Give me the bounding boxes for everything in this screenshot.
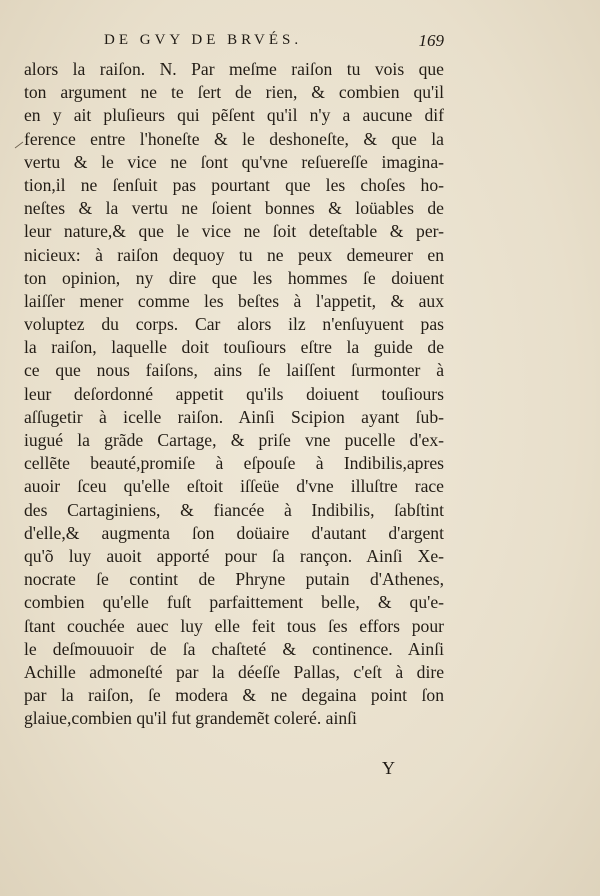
text-line: ce que nous faiſons, ains ſe laiſſent ſurmonter à xyxy=(24,360,444,381)
text-line: vertu & le vice ne ſont qu'vne reſuereſſe imagina- xyxy=(24,151,444,172)
text-line: leur nature,& que le vice ne ſoit deteſtable & per- xyxy=(24,221,444,242)
text-line: ference entre l'honeſte & le deshoneſte, & que la xyxy=(24,128,444,149)
margin-mark-icon xyxy=(14,140,24,150)
catchword: Y xyxy=(382,758,395,778)
text-line: leur deſordonné appetit qu'ils doiuent touſiours xyxy=(24,383,444,404)
text-line: Achille admoneſté par la déeſſe Pallas, c'eſt à dire xyxy=(24,661,444,682)
text-line: aſſugetir à icelle raiſon. Ainſi Scipion ayant ſub- xyxy=(24,406,444,427)
text-line: des Cartaginiens, & fiancée à Indibilis, ſabſtint xyxy=(24,499,444,520)
running-title: DE GVY DE BRVÉS. xyxy=(104,32,303,48)
text-line: le deſmouuoir de ſa chaſteté & continence. Ainſi xyxy=(24,638,444,659)
text-line: iugué la grãde Cartage, & priſe vne pucelle d'ex- xyxy=(24,430,444,450)
text-line: combien qu'elle fuſt parfaittement belle, & qu'e- xyxy=(24,592,444,613)
text-line: nocrate ſe contint de Phryne putain d'Athenes, xyxy=(24,569,444,590)
text-line: ton argument ne te ſert de rien, & combien qu'il xyxy=(24,82,444,103)
text-line: par la raiſon, ſe modera & ne degaina point ſon xyxy=(24,685,444,706)
text-line: cellẽte beauté,promiſe à eſpouſe à Indibilis,apres xyxy=(24,453,444,474)
text-line: tion,il ne ſenſuit pas pourtant que les choſes ho- xyxy=(24,174,444,195)
text-line: ton opinion, ny dire que les hommes ſe doiuent xyxy=(24,267,444,288)
page-number: 169 xyxy=(418,31,444,50)
text-line: la raiſon, laquelle doit touſiours eſtre la guide de xyxy=(24,337,444,358)
text-line: laiſſer mener comme les beſtes à l'appetit, & aux xyxy=(24,290,444,311)
text-line: neſtes & la vertu ne ſoient bonnes & loüables de xyxy=(24,198,444,219)
text-line: nicieux: à raiſon dequoy tu ne peux demeurer en xyxy=(24,244,444,265)
text-line: ſtant couchée auec luy elle feit tous ſes effors pour xyxy=(24,615,444,636)
text-line: glaiue,combien qu'il fut grandemẽt coleré. ainſi xyxy=(24,708,357,729)
text-line: en y ait pluſieurs qui pẽſent qu'il n'y a aucune dif xyxy=(24,105,444,126)
text-line: auoir ſceu qu'elle eſtoit iſſeüe d'vne illuſtre race xyxy=(24,476,444,497)
text-line: d'elle,& augmenta ſon doüaire d'autant d'argent xyxy=(24,522,444,543)
text-line: alors la raiſon. N. Par meſme raiſon tu vois que xyxy=(24,59,444,79)
body-text xyxy=(24,58,444,730)
text-line: qu'õ luy auoit apporté pour ſa rançon. Ainſi Xe- xyxy=(24,545,444,566)
page-header xyxy=(96,30,442,52)
text-line: voluptez du corps. Car alors ilz n'enſuyuent pas xyxy=(24,314,444,335)
